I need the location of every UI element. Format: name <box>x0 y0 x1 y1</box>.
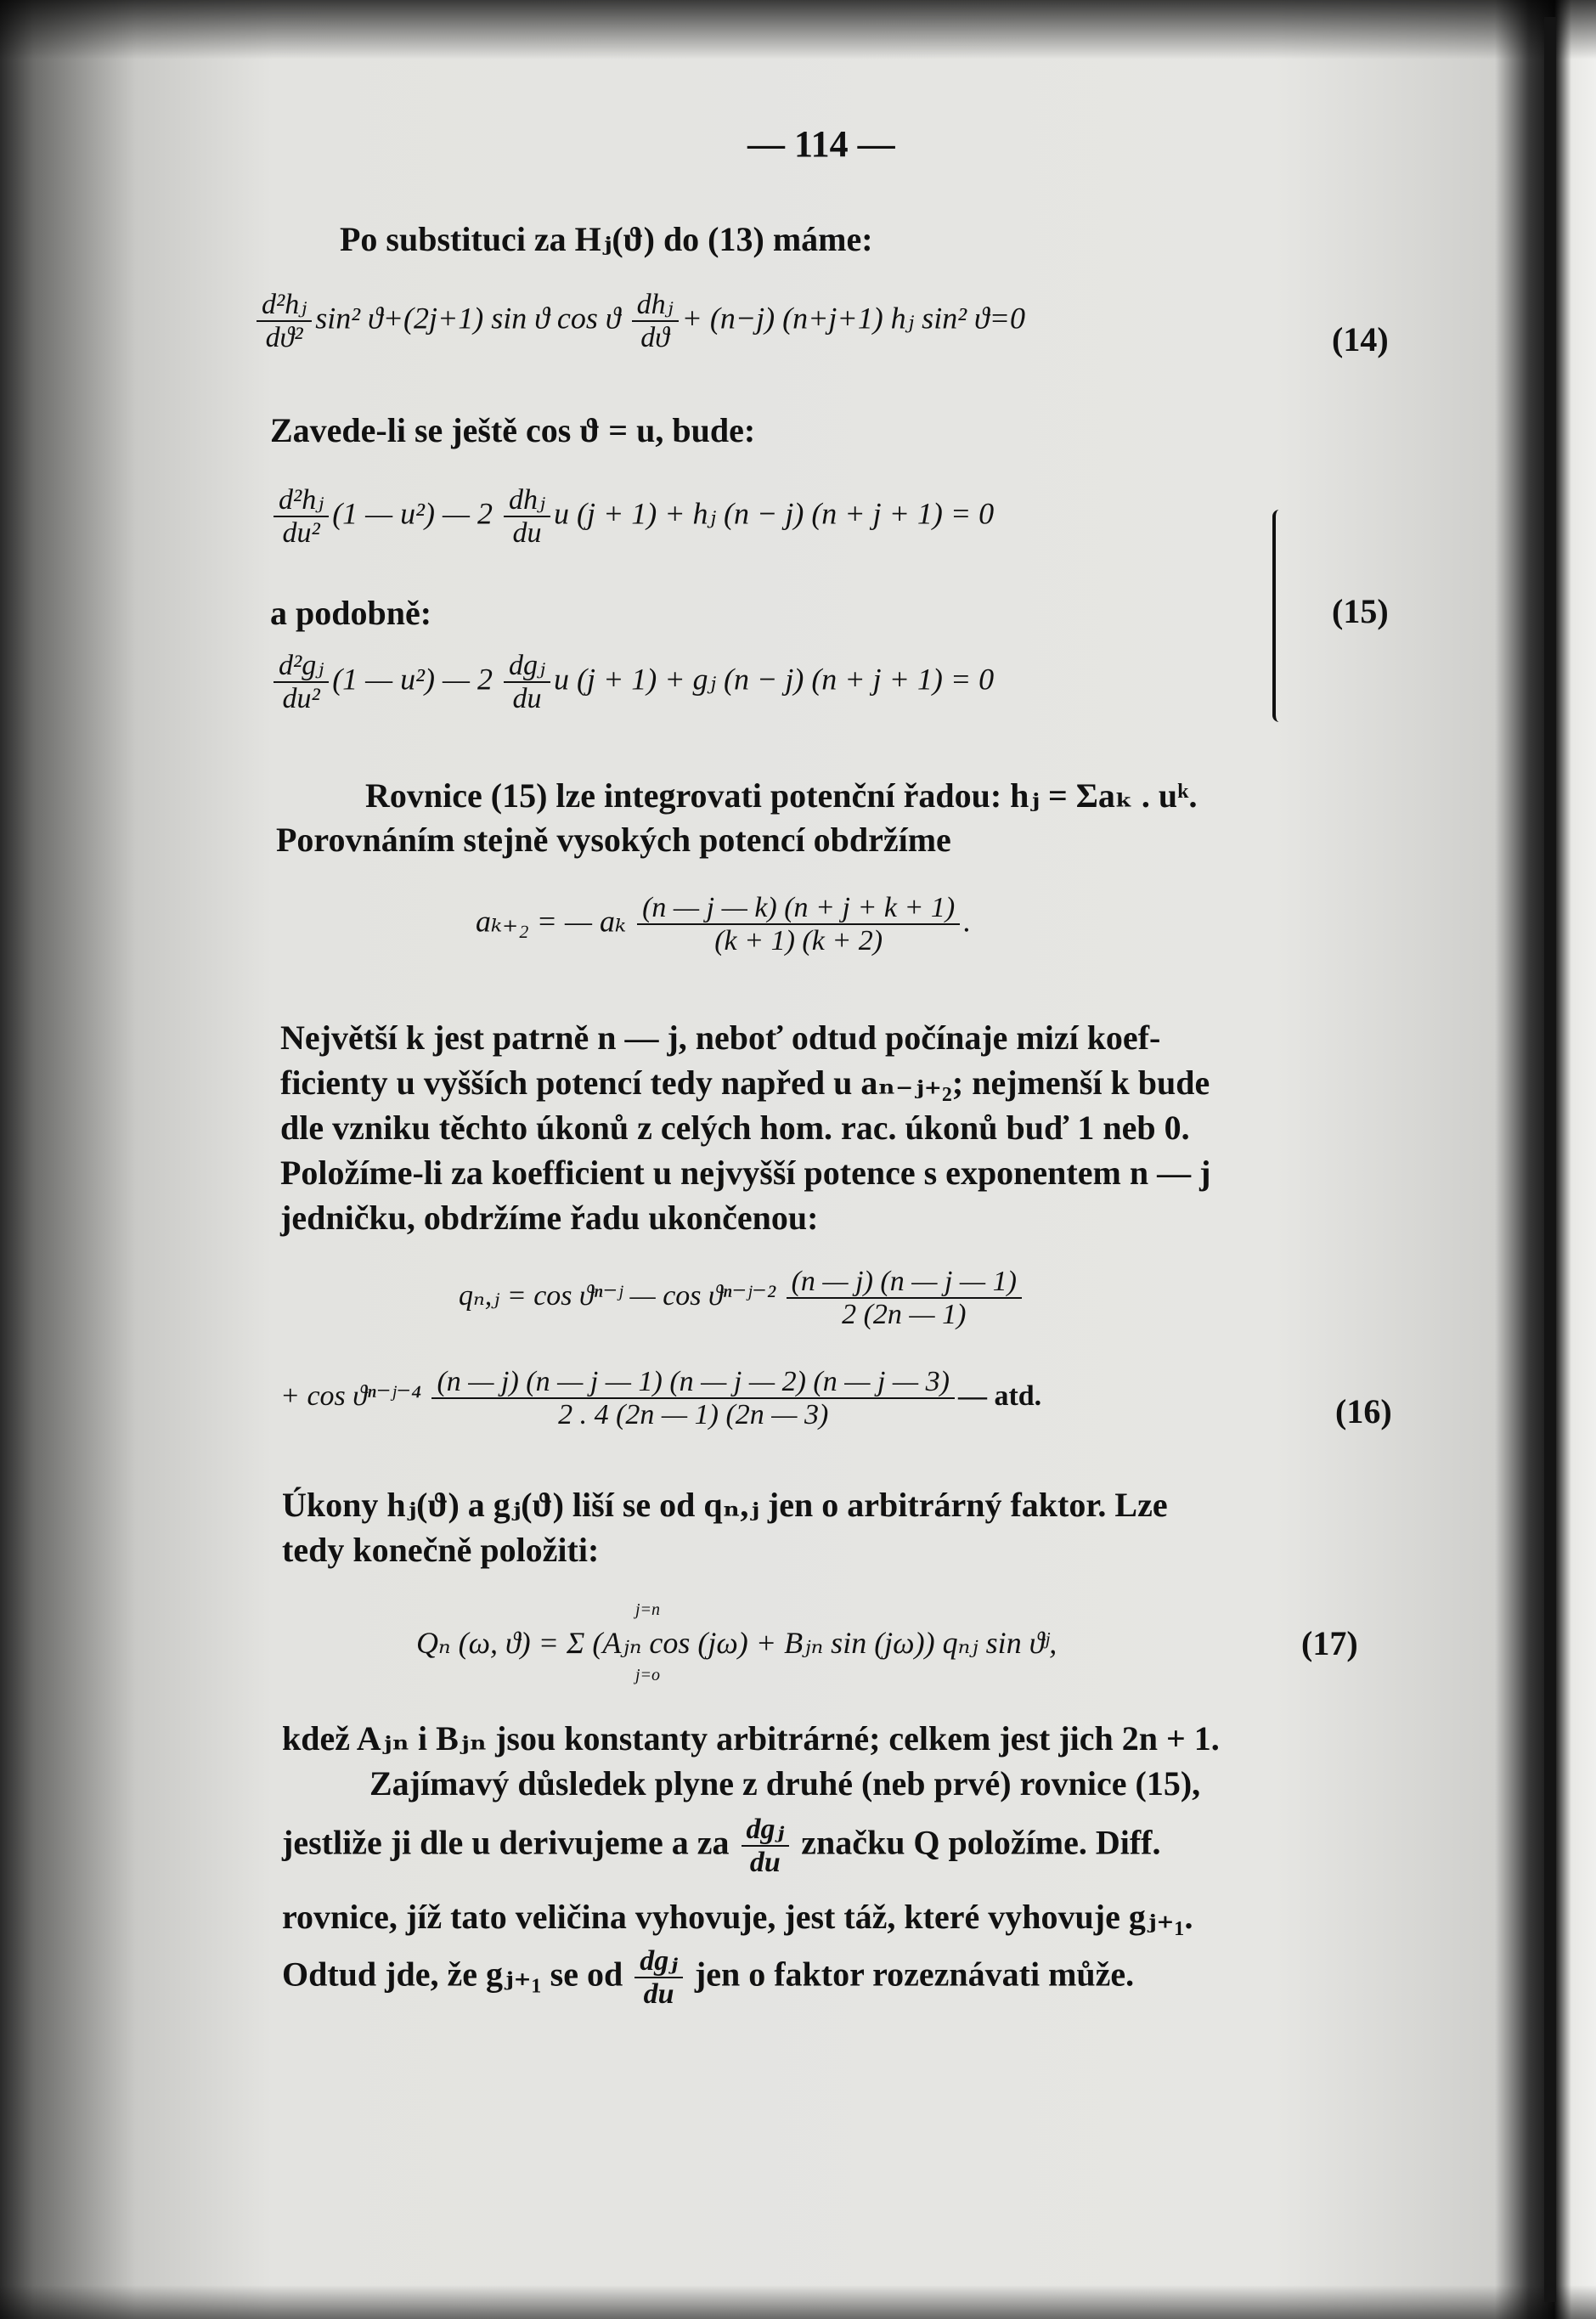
scan-bottom-shadow <box>0 2285 1596 2319</box>
page-number: — 114 — <box>747 123 895 165</box>
recurrence-lhs: aₖ₊₂ = — aₖ <box>476 904 627 939</box>
eq17-number: (17) <box>1301 1624 1358 1662</box>
eq16-l2-lhs: + cos ϑⁿ⁻ʲ⁻⁴ <box>280 1380 421 1413</box>
para1-line: ficienty u vyšších potencí tedy napřed u aₙ₋ⱼ₊₂; nejmenší k bude <box>280 1064 1210 1102</box>
eq14-tail: + (n−j) (n+j+1) hⱼ sin² ϑ=0 <box>681 301 1025 336</box>
eq15-l2-mid: (1 — u²) — 2 <box>332 662 493 697</box>
equation-17: Qₙ (ω, ϑ) = Σ (Aⱼₙ cos (jω) + Bⱼₙ sin (jω)) qₙⱼ sin ϑʲ, <box>416 1626 1057 1660</box>
equation-14 <box>253 289 1025 354</box>
equation-16-line2 <box>280 1366 1041 1431</box>
recurrence-fraction: $\frac{(n — j — k) (n + j + k + 1)}{(k + 1) (k + 2)}$ <box>637 892 960 957</box>
scan-top-shadow <box>0 0 1596 59</box>
eq16-tail: — atd. <box>957 1380 1042 1413</box>
para4-line2: rovnice, jíž tato veličina vyhovuje, jest táž, které vyhovuje gⱼ₊₁. <box>282 1898 1193 1936</box>
para4-line3-text-b: jen o faktor rozeznávati může. <box>694 1955 1135 1994</box>
para4-line1 <box>282 1814 1161 1879</box>
para4-line1-text-b: značku Q položíme. Diff. <box>801 1823 1161 1862</box>
eq15-l2-frac1: $\frac{\text{d²gⱼ}}{\text{du²}}$ <box>274 650 329 715</box>
para4-line3-text-a: Odtud jde, že gⱼ₊₁ se od <box>282 1955 623 1994</box>
eq15-brace <box>1272 510 1286 722</box>
rovnice-line2: Porovnáním stejně vysokých potencí obdržíme <box>276 821 951 859</box>
para4-line1-text-a: jestliže ji dle u derivujeme a za <box>282 1823 730 1862</box>
eq14-frac1: $\frac{\text{d²hⱼ}}{\text{dϑ²}}$ <box>257 289 312 354</box>
equation-16-line1 <box>459 1266 1025 1331</box>
eq17-sum-lower: j=o <box>635 1666 661 1684</box>
para4-line3 <box>282 1945 1134 2011</box>
eq14-number: (14) <box>1332 320 1389 358</box>
para3-line: Zajímavý důsledek plyne z druhé (neb prvé) rovnice (15), <box>369 1764 1201 1803</box>
eq16-number: (16) <box>1335 1392 1392 1430</box>
eq16-l1-fraction: $\frac{(n — j) (n — j — 1)}{2 (2n — 1)}$ <box>787 1266 1022 1331</box>
eq16-l1-lhs: qₙ,ⱼ = cos ϑⁿ⁻ʲ — cos ϑⁿ⁻ʲ⁻² <box>459 1280 776 1312</box>
para1-line: Největší k jest patrně n — j, neboť odtud počínaje mizí koef- <box>280 1018 1161 1057</box>
zavede-line: Zavede-li se ještě cos ϑ = u, bude: <box>270 411 756 449</box>
dg-du-fraction-2: $\frac{\text{dgⱼ}}{du}$ <box>634 1945 683 2011</box>
eq15-l1-mid: (1 — u²) — 2 <box>332 496 493 531</box>
equation-15-line2 <box>270 650 994 715</box>
eq15-l2-frac2: $\frac{\text{dgⱼ}}{du}$ <box>504 650 550 715</box>
para1-line: Položíme-li za koefficient u nejvyšší potence s exponentem n — j <box>280 1154 1211 1192</box>
eq17-sum-upper: j=n <box>635 1600 661 1619</box>
intro-line: Po substituci za Hⱼ(ϑ) do (13) máme: <box>340 220 873 258</box>
podobne-line: a podobně: <box>270 594 432 632</box>
eq15-l1-tail: u (j + 1) + hⱼ (n − j) (n + j + 1) = 0 <box>553 496 995 531</box>
eq15-l2-tail: u (j + 1) + gⱼ (n − j) (n + j + 1) = 0 <box>553 662 995 697</box>
recurrence-end: . <box>963 904 972 939</box>
para2-line: Úkony hⱼ(ϑ) a gⱼ(ϑ) liší se od qₙ,ⱼ jen o arbitrárný faktor. Lze <box>282 1486 1168 1524</box>
para1-line: jedničku, obdržíme řadu ukončenou: <box>280 1199 819 1237</box>
recurrence-equation <box>476 892 971 957</box>
page-edge-line <box>1544 17 1556 2302</box>
eq15-number: (15) <box>1332 592 1389 630</box>
equation-15-line1 <box>270 484 994 550</box>
para1-line: dle vzniku těchto úkonů z celých hom. rac. úkonů buď 1 neb 0. <box>280 1109 1190 1147</box>
eq15-l1-frac2: $\frac{\text{dhⱼ}}{du}$ <box>504 484 550 550</box>
eq14-frac2: $\frac{\text{dhⱼ}}{dϑ}$ <box>632 289 679 354</box>
para2-line: tedy konečně položiti: <box>282 1531 600 1569</box>
para3-line: kdež Aⱼₙ i Bⱼₙ jsou konstanty arbitrárné; celkem jest jich 2n + 1. <box>282 1719 1220 1758</box>
eq14-body: sin² ϑ+(2j+1) sin ϑ cos ϑ <box>315 301 621 336</box>
rovnice-line1: Rovnice (15) lze integrovati potenční řadou: hⱼ = Σaₖ . uᵏ. <box>365 776 1198 815</box>
dg-du-fraction: $\frac{\text{dgⱼ}}{du}$ <box>742 1814 790 1879</box>
eq15-l1-frac1: $\frac{\text{d²hⱼ}}{\text{du²}}$ <box>274 484 329 550</box>
eq16-l2-fraction: $\frac{(n — j) (n — j — 1) (n — j — 2) (n — j — 3)}{2 . 4 (2n — 1) (2n — 3)}$ <box>431 1366 954 1431</box>
